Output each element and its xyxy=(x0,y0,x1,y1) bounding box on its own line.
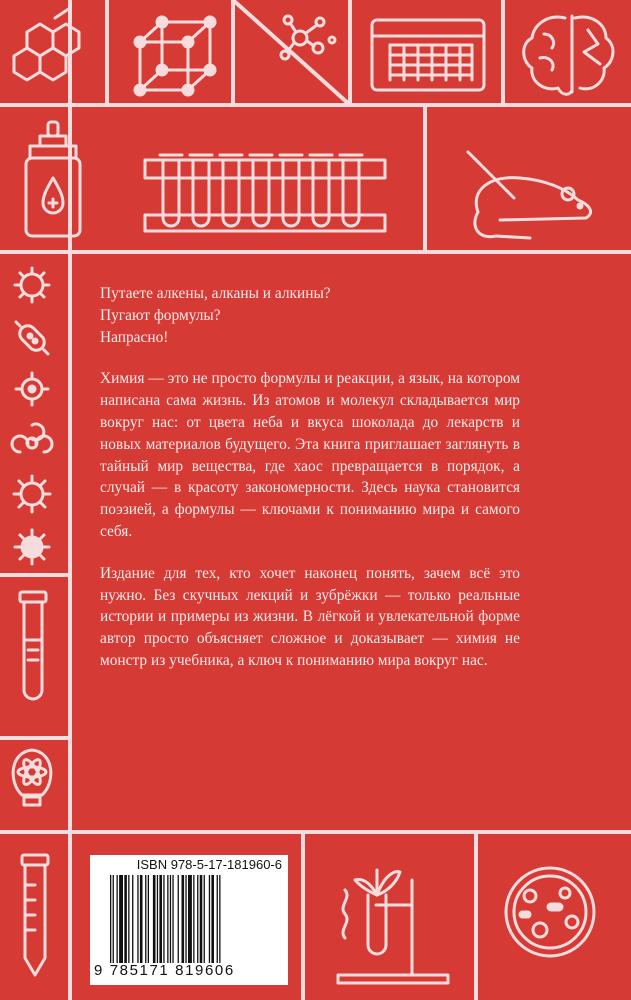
intro-lines xyxy=(100,283,520,348)
ean-digits: 9 785171 819606 xyxy=(94,962,235,979)
paragraph: Издание для тех, кто хочет наконец понять, зачем всё это нужно. Без скучных лекций и зубрёжки — только реальные истории и примеры из жизни. В лёгкой и увлекательной форме автор просто объясняет сложное и доказывает — химия не монстр из учебника, а ключ к пониманию мира вокруг нас. xyxy=(100,564,520,669)
intro-line: Пугают формулы? xyxy=(100,306,221,324)
petri-dish-icon xyxy=(506,868,594,956)
lab-stand-plant-icon xyxy=(338,870,448,983)
paragraph: Химия — это не просто формулы и реакции, а язык, на котором написана сама жизнь. Из атомов и молекул складывается мир вокруг нас: от цвета неба и вкуса шоколада до лекарств и новых материалов будущего. Эта книга приглашает заглянуть в тайный мир вещества, где хаос превращается в порядок, а случай — в красоту закономерности. Здесь наука становится поэзией, а формулы — ключами к пониманию мира и самого себя. xyxy=(100,370,520,540)
description-text xyxy=(100,283,520,672)
isbn-label: ISBN 978-5-17-181960-6 xyxy=(136,857,282,872)
barcode-box xyxy=(90,855,288,985)
barcode xyxy=(110,875,270,965)
intro-line: Путаете алкены, алканы и алкины? xyxy=(100,285,331,302)
intro-line: Напрасно! xyxy=(100,328,169,346)
